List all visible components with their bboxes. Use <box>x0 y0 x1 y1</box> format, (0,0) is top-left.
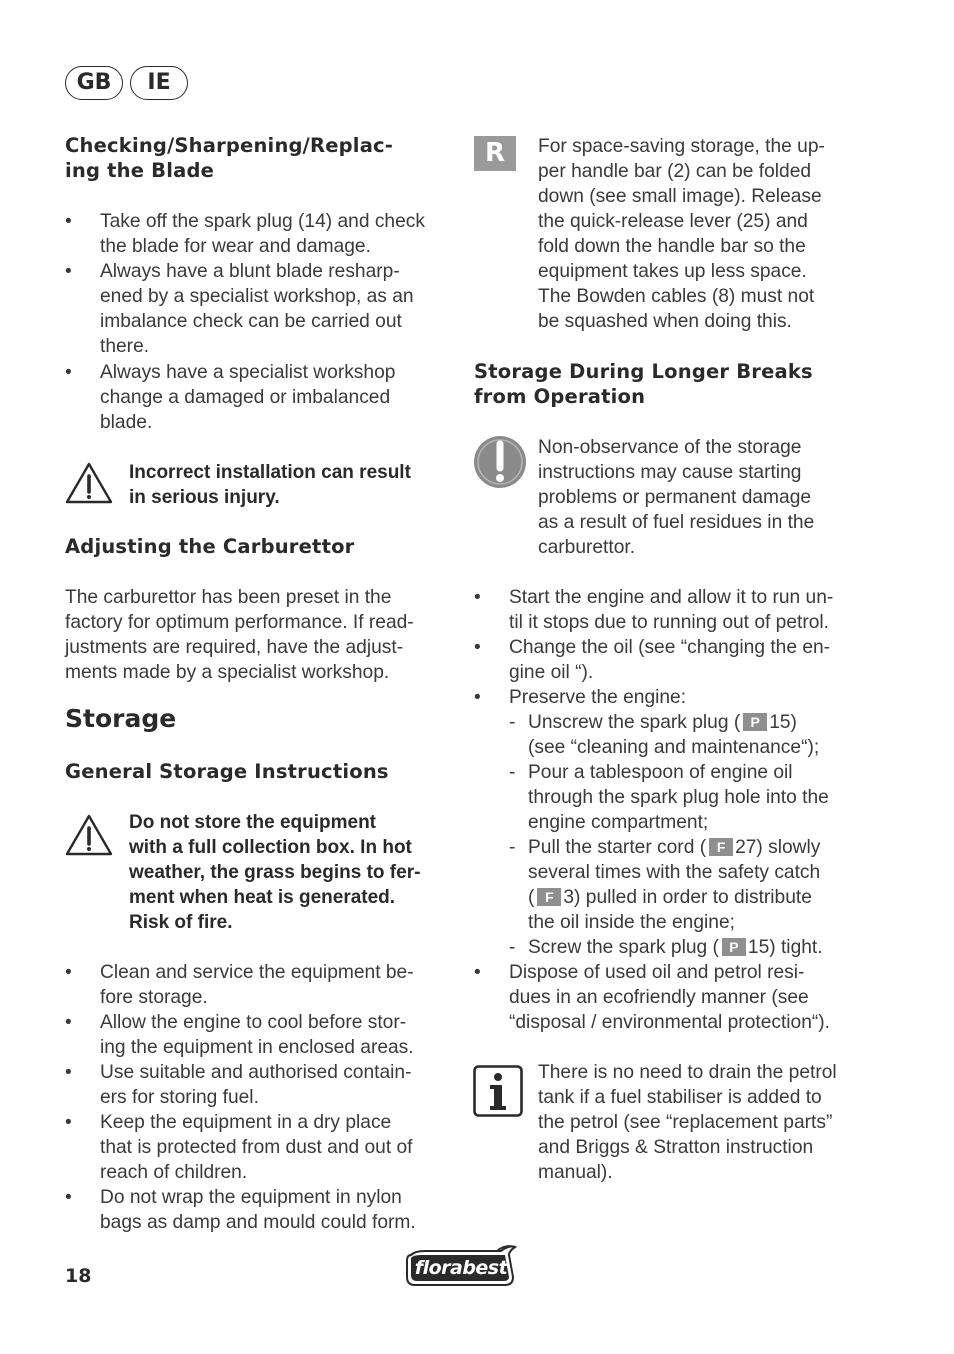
bullet: • <box>65 962 72 983</box>
list-line: that is protected from dust and out of <box>100 1137 413 1158</box>
dash: - <box>509 712 516 733</box>
list-line: bags as damp and mould could form. <box>100 1212 416 1233</box>
paragraph-line: the petrol (see “replacement parts” <box>538 1112 833 1133</box>
paragraph-line: down (see small image). Release <box>538 186 822 207</box>
bullet: • <box>65 1012 72 1033</box>
list-line <box>528 885 868 910</box>
bullet: • <box>65 1062 72 1083</box>
list-line: through the spark plug hole into the <box>528 787 829 808</box>
warning-line: with a full collection box. In hot <box>129 837 412 858</box>
section-title-blade-line2: ing the Blade <box>65 159 215 182</box>
warning-triangle-icon <box>64 813 114 857</box>
paragraph-line: as a result of fuel residues in the <box>538 512 815 533</box>
r-badge-label: R <box>484 138 506 168</box>
paragraph-line: For space-saving storage, the up- <box>538 136 825 157</box>
paragraph-line: justments are required, have the adjust- <box>65 637 404 658</box>
list-line: Take off the spark plug (14) and check <box>100 211 425 232</box>
list-line: engine compartment; <box>528 812 709 833</box>
warning-line: in serious injury. <box>129 487 280 508</box>
lang-badge-ie <box>130 66 188 100</box>
list-line: Change the oil (see “changing the en- <box>509 637 831 658</box>
paragraph-line: The carburettor has been preset in the <box>65 587 392 608</box>
list-line: til it stops due to running out of petrol. <box>509 612 829 633</box>
list-text: ( <box>528 887 535 908</box>
warning-text-collection-box <box>129 810 459 935</box>
paragraph-line: tank if a fuel stabiliser is added to <box>538 1087 822 1108</box>
list-line: dues in an ecofriendly manner (see <box>509 987 809 1008</box>
list-line: change a damaged or imbalanced <box>100 387 391 408</box>
paragraph-line: and Briggs & Stratton instruction <box>538 1137 814 1158</box>
list-line: Always have a blunt blade resharp- <box>100 261 400 282</box>
list-line: imbalance check can be carried out <box>100 311 402 332</box>
section-title-line: Storage During Longer Breaks <box>474 360 813 383</box>
figure-tag-p: P <box>722 938 746 956</box>
warning-line: Do not store the equipment <box>129 812 376 833</box>
list-text: Screw the spark plug ( <box>528 937 719 958</box>
paragraph-line: be squashed when doing this. <box>538 311 792 332</box>
list-line: Keep the equipment in a dry place <box>100 1112 392 1133</box>
list-line: gine oil “). <box>509 662 594 683</box>
list-text: Unscrew the spark plug ( <box>528 712 741 733</box>
paragraph-line: The Bowden cables (8) must not <box>538 286 815 307</box>
paragraph-line: There is no need to drain the petrol <box>538 1062 837 1083</box>
list-line: Clean and service the equipment be- <box>100 962 414 983</box>
warning-text-installation <box>129 460 459 510</box>
list-line: reach of children. <box>100 1162 248 1183</box>
paragraph-line: per handle bar (2) can be folded <box>538 161 812 182</box>
list-line <box>528 935 868 960</box>
section-title-blade <box>65 133 455 183</box>
warning-line: weather, the grass begins to fer- <box>129 862 421 883</box>
list-line: Allow the engine to cool before stor- <box>100 1012 407 1033</box>
bullet: • <box>474 962 481 983</box>
section-title-longer-breaks <box>474 359 874 409</box>
list-line <box>528 710 868 735</box>
bullet: • <box>65 362 72 383</box>
info-paragraph <box>538 1060 868 1185</box>
list-line: fore storage. <box>100 987 208 1008</box>
list-line: ers for storing fuel. <box>100 1087 259 1108</box>
bullet: • <box>474 637 481 658</box>
list-line: Use suitable and authorised contain- <box>100 1062 412 1083</box>
list-line: “disposal / environmental protection“). <box>509 1012 831 1033</box>
list-text: 15) <box>769 712 797 733</box>
list-line: the oil inside the engine; <box>528 912 735 933</box>
section-title-general-storage: General Storage Instructions <box>65 760 389 783</box>
carburettor-paragraph <box>65 585 460 685</box>
paragraph-line: Non-observance of the storage <box>538 437 802 458</box>
bullet: • <box>65 1112 72 1133</box>
dash: - <box>509 837 516 858</box>
paragraph-line: manual). <box>538 1162 613 1183</box>
list-text: 27) slowly <box>735 837 821 858</box>
list-text: 15) tight. <box>747 937 823 958</box>
section-title-carburettor: Adjusting the Carburettor <box>65 535 355 558</box>
paragraph-line: the quick-release lever (25) and <box>538 211 808 232</box>
list-line: Preserve the engine: <box>509 687 687 708</box>
lang-badge-gb <box>65 66 123 100</box>
florabest-logo <box>405 1245 519 1289</box>
section-title-line: from Operation <box>474 385 646 408</box>
list-line: there. <box>100 336 150 357</box>
figure-tag-f: F <box>709 838 733 856</box>
caution-paragraph <box>538 435 868 560</box>
figure-tag-f: F <box>537 888 561 906</box>
list-line: the blade for wear and damage. <box>100 236 371 257</box>
info-icon <box>473 1065 523 1117</box>
bullet: • <box>65 211 72 232</box>
list-line: several times with the safety catch <box>528 862 821 883</box>
warning-line: Risk of fire. <box>129 912 233 933</box>
warning-line: Incorrect installation can result <box>129 462 411 483</box>
warning-triangle-icon <box>64 461 114 505</box>
warning-line: ment when heat is generated. <box>129 887 396 908</box>
list-line: Do not wrap the equipment in nylon <box>100 1187 402 1208</box>
lang-gb-label: GB <box>76 70 112 95</box>
bullet: • <box>65 261 72 282</box>
paragraph-line: instructions may cause starting <box>538 462 802 483</box>
florabest-logo-text: florabest <box>414 1257 508 1279</box>
page-number: 18 <box>65 1265 92 1287</box>
list-line: blade. <box>100 412 153 433</box>
list-line: ing the equipment in enclosed areas. <box>100 1037 414 1058</box>
list-line <box>528 835 868 860</box>
dash: - <box>509 762 516 783</box>
paragraph-line: fold down the handle bar so the <box>538 236 806 257</box>
exclamation-circle-icon <box>473 435 527 489</box>
section-title-blade-line1: Checking/Sharpening/Replac- <box>65 134 394 157</box>
paragraph-line: problems or permanent damage <box>538 487 812 508</box>
list-text: 3) pulled in order to distribute <box>563 887 812 908</box>
chapter-title-storage: Storage <box>65 704 177 733</box>
figure-tag-p: P <box>743 713 767 731</box>
dash: - <box>509 937 516 958</box>
list-line: Always have a specialist workshop <box>100 362 396 383</box>
bullet: • <box>474 687 481 708</box>
lang-ie-label: IE <box>147 70 171 95</box>
paragraph-line: ments made by a specialist workshop. <box>65 662 390 683</box>
bullet: • <box>65 1187 72 1208</box>
list-line: Start the engine and allow it to run un- <box>509 587 834 608</box>
bullet: • <box>474 587 481 608</box>
list-line: ened by a specialist workshop, as an <box>100 286 414 307</box>
list-line: Pour a tablespoon of engine oil <box>528 762 793 783</box>
paragraph-line: equipment takes up less space. <box>538 261 807 282</box>
r-badge <box>474 136 516 171</box>
paragraph-line: factory for optimum performance. If read- <box>65 612 414 633</box>
list-line: Dispose of used oil and petrol resi- <box>509 962 805 983</box>
list-text: Pull the starter cord ( <box>528 837 707 858</box>
list-line: (see “cleaning and maintenance“); <box>528 737 820 758</box>
paragraph-line: carburettor. <box>538 537 636 558</box>
handlebar-paragraph <box>538 134 868 334</box>
